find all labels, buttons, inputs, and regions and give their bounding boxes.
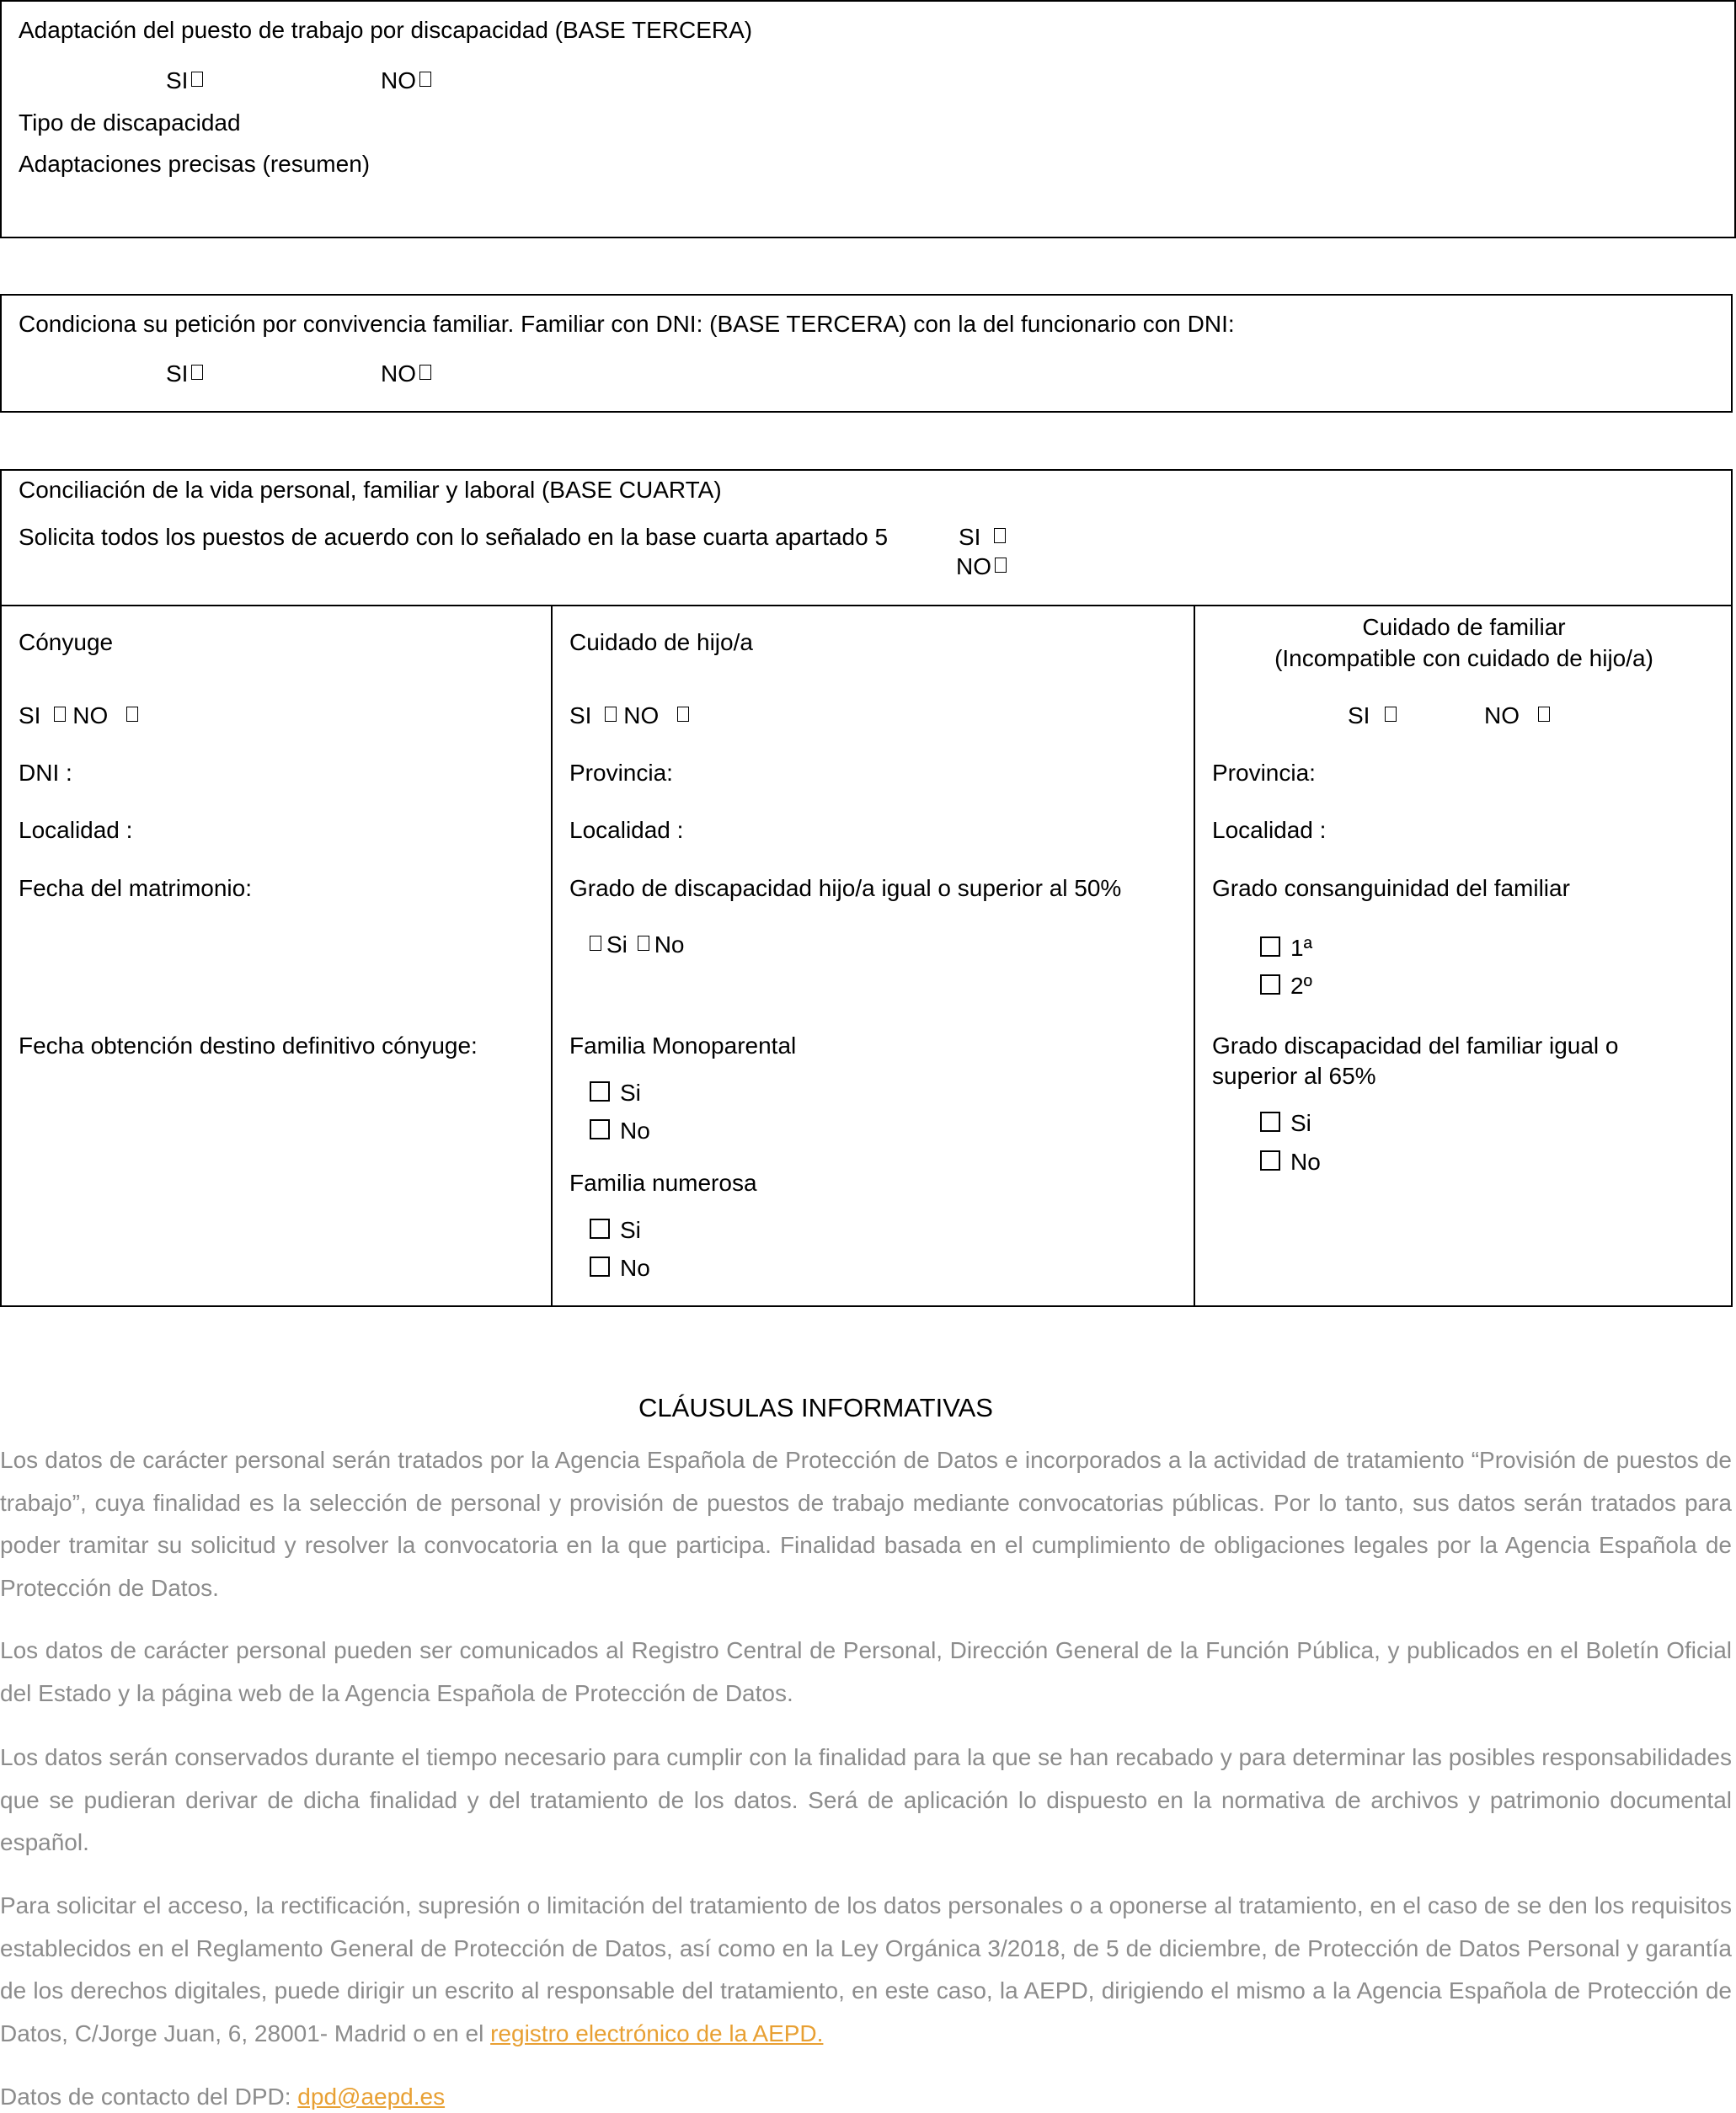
conyuge-dni-label: DNI : [19, 760, 72, 786]
familiar-provincia-label: Provincia: [1212, 760, 1316, 786]
hijo-provincia-label: Provincia: [569, 760, 673, 786]
dpd-contact [0, 2084, 445, 2110]
consanguinidad-2-option[interactable] [1260, 973, 1312, 1000]
consanguinidad-1-option[interactable] [1260, 935, 1312, 962]
familiar-disc-si-option[interactable] [1260, 1110, 1311, 1137]
numerosa-si-label: Si [620, 1217, 641, 1243]
conyuge-localidad-label: Localidad : [19, 817, 133, 843]
hijo-heading: Cuidado de hijo/a [569, 629, 753, 655]
hijo-si-no-options[interactable] [569, 702, 689, 729]
conciliacion-header-divider [0, 605, 1733, 606]
checkbox-icon [590, 1257, 610, 1277]
checkbox-glyph-icon [1538, 707, 1550, 722]
familiar-subheading: (Incompatible con cuidado de hijo/a) [1274, 645, 1653, 671]
conciliacion-si-option[interactable] [959, 524, 1006, 551]
conyuge-si-no-options[interactable] [19, 702, 138, 729]
checkbox-icon [1260, 1150, 1280, 1171]
checkbox-glyph-icon [191, 365, 203, 380]
adaptacion-no-option[interactable] [381, 67, 431, 94]
hijo-grado-no-label: No [654, 931, 685, 958]
adaptacion-no-label: NO [381, 67, 416, 93]
checkbox-glyph-icon [677, 707, 689, 722]
numerosa-no-option[interactable] [590, 1255, 650, 1282]
familiar-localidad-label: Localidad : [1212, 817, 1327, 843]
checkbox-glyph-icon [419, 365, 431, 380]
checkbox-glyph-icon [191, 72, 203, 87]
familiar-disc-no-option[interactable] [1260, 1149, 1321, 1176]
conyuge-si-label: SI [19, 702, 41, 728]
monoparental-no-label: No [620, 1118, 650, 1144]
hijo-grado-options[interactable] [590, 931, 684, 958]
checkbox-glyph-icon [605, 707, 617, 722]
checkbox-glyph-icon [994, 528, 1006, 543]
adaptacion-si-label: SI [166, 67, 189, 93]
hijo-localidad-label: Localidad : [569, 817, 684, 843]
numerosa-no-label: No [620, 1255, 650, 1281]
familiar-no-option[interactable] [1484, 702, 1550, 729]
familiar-discapacidad-line1: Grado discapacidad del familiar igual o [1212, 1032, 1619, 1059]
familiar-discapacidad-line2: superior al 65% [1212, 1063, 1376, 1089]
column-divider-2 [1194, 605, 1195, 1307]
convivencia-si-option[interactable] [166, 360, 203, 387]
checkbox-glyph-icon [590, 936, 601, 951]
conciliacion-si-label: SI [959, 524, 981, 550]
familiar-disc-si-label: Si [1290, 1110, 1311, 1136]
checkbox-icon [590, 1219, 610, 1239]
checkbox-glyph-icon [126, 707, 138, 722]
convivencia-no-option[interactable] [381, 360, 431, 387]
section-conciliacion-title: Conciliación de la vida personal, familiar y laboral (BASE CUARTA) [19, 477, 722, 503]
convivencia-no-label: NO [381, 360, 416, 387]
clausulas-paragraph-4 [0, 1885, 1732, 2055]
clausulas-title: CLÁUSULAS INFORMATIVAS [638, 1393, 993, 1422]
conciliacion-no-option[interactable] [956, 553, 1007, 580]
checkbox-icon [590, 1081, 610, 1102]
familiar-si-label: SI [1348, 702, 1370, 728]
fecha-matrimonio-label: Fecha del matrimonio: [19, 875, 253, 901]
familiar-no-label: NO [1484, 702, 1520, 728]
registro-electronico-link[interactable]: registro electrónico de la AEPD. [490, 2020, 824, 2046]
clausulas-paragraph-2: Los datos de carácter personal pueden ser comunicados al Registro Central de Personal, Dirección General de la Función Pública, y publicados en el Boletín Oficial del Estado y la página web de la Agencia Española de Protección de Datos. [0, 1637, 1732, 1706]
section-convivencia-title: Condiciona su petición por convivencia familiar. Familiar con DNI: (BASE TERCERA) con la del funcionario con DNI: [19, 311, 1235, 337]
checkbox-glyph-icon [1385, 707, 1397, 722]
conyuge-heading: Cónyuge [19, 629, 114, 655]
solicita-label: Solicita todos los puestos de acuerdo con lo señalado en la base cuarta apartado 5 [19, 524, 889, 550]
consanguinidad-1-label: 1ª [1290, 935, 1312, 961]
section-adaptacion-title: Adaptación del puesto de trabajo por discapacidad (BASE TERCERA) [19, 17, 753, 43]
checkbox-icon [590, 1119, 610, 1139]
adaptacion-si-option[interactable] [166, 67, 203, 94]
checkbox-icon [1260, 1112, 1280, 1132]
consanguinidad-label: Grado consanguinidad del familiar [1212, 875, 1570, 901]
monoparental-si-label: Si [620, 1080, 641, 1106]
fecha-destino-label: Fecha obtención destino definitivo cónyuge: [19, 1032, 478, 1059]
familiar-disc-no-label: No [1290, 1149, 1321, 1175]
checkbox-glyph-icon [638, 936, 649, 951]
tipo-discapacidad-label: Tipo de discapacidad [19, 109, 241, 136]
monoparental-label: Familia Monoparental [569, 1032, 797, 1059]
conyuge-no-label: NO [72, 702, 109, 728]
numerosa-label: Familia numerosa [569, 1170, 757, 1196]
adaptaciones-label: Adaptaciones precisas (resumen) [19, 151, 371, 177]
conciliacion-no-label: NO [956, 553, 991, 579]
dpd-email-link[interactable]: dpd@aepd.es [297, 2084, 446, 2110]
hijo-grado-si-label: Si [606, 931, 628, 958]
convivencia-si-label: SI [166, 360, 189, 387]
checkbox-glyph-icon [995, 558, 1007, 573]
monoparental-si-option[interactable] [590, 1080, 641, 1107]
checkbox-icon [1260, 936, 1280, 957]
checkbox-glyph-icon [419, 72, 431, 87]
monoparental-no-option[interactable] [590, 1118, 650, 1145]
clausulas-paragraph-1: Los datos de carácter personal serán tratados por la Agencia Española de Protección de Datos e incorporados a la actividad de tratamiento “Provisión de puestos de trabajo”, cuya finalidad es la selección de personal y provisión de puestos de trabajo mediante convocatorias públicas. Por lo tanto, sus datos serán tratados para poder tramitar su solicitud y resolver la convocatoria en la que participa. Finalidad basada en el cumplimiento de obligaciones legales por la Agencia Española de Protección de Datos. [0, 1447, 1732, 1601]
familiar-heading: Cuidado de familiar [1362, 614, 1566, 640]
hijo-no-label: NO [623, 702, 660, 728]
clausulas-paragraph-4-text: Para solicitar el acceso, la rectificación, supresión o limitación del tratamiento de los datos personales o a oponerse al tratamiento, en el caso de se den los requisitos establecidos en el Reglamento General de Protección de Datos, así como en la Ley Orgánica 3/2018, de 5 de diciembre, de Protección de Datos Personal y garantía de los derechos digitales, puede dirigir un escrito al responsable del tratamiento, en este caso, la AEPD, dirigiendo el mismo a la Agencia Española de Protección de Datos, C/Jorge Juan, 6, 28001- Madrid o en el [0, 1892, 1733, 2046]
familiar-si-option[interactable] [1348, 702, 1397, 729]
consanguinidad-2-label: 2º [1290, 973, 1312, 999]
clausulas-paragraph-3: Los datos serán conservados durante el tiempo necesario para cumplir con la finalidad para la que se han recabado y para determinar las posibles responsabilidades que se pudieran derivar de dicha finalidad y del tratamiento de los datos. Será de aplicación lo dispuesto en la normativa de archivos y patrimonio documental español. [0, 1744, 1732, 1855]
hijo-si-label: SI [569, 702, 592, 728]
column-divider-1 [551, 605, 553, 1307]
numerosa-si-option[interactable] [590, 1217, 641, 1244]
dpd-contact-label: Datos de contacto del DPD: [0, 2084, 291, 2110]
checkbox-glyph-icon [54, 707, 66, 722]
hijo-grado-label: Grado de discapacidad hijo/a igual o superior al 50% [569, 875, 1122, 901]
checkbox-icon [1260, 974, 1280, 995]
